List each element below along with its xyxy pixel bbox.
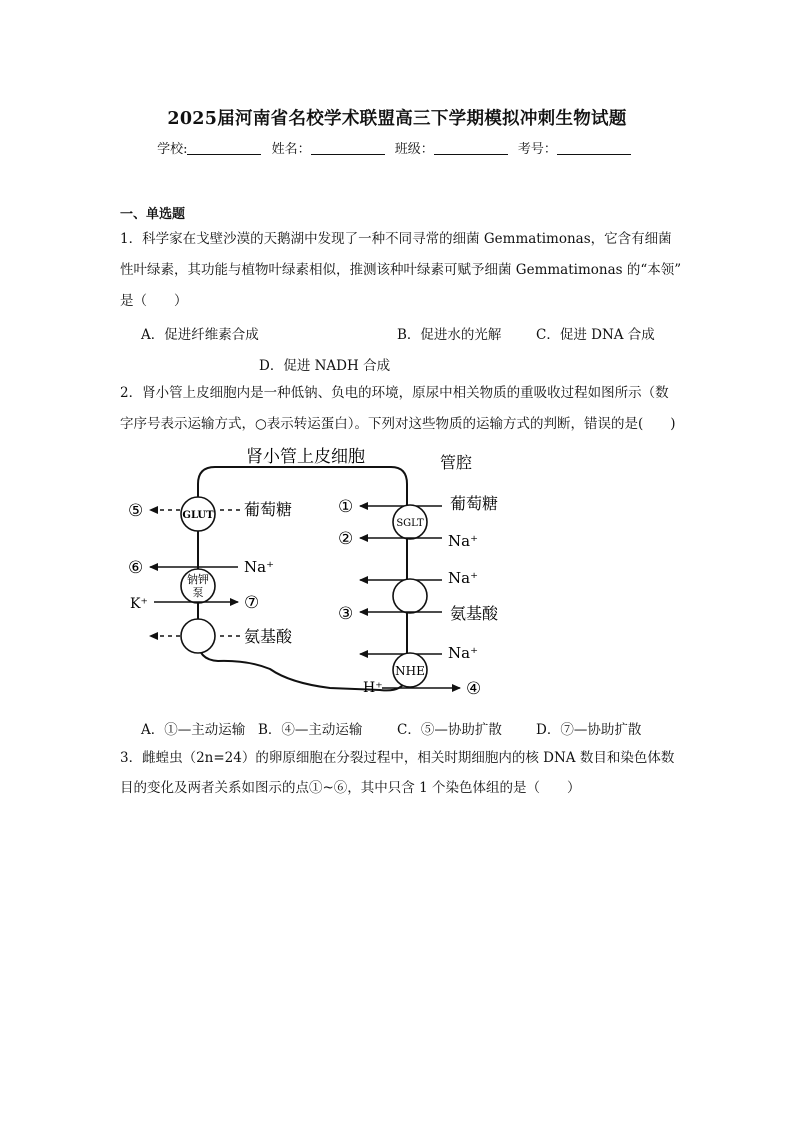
na-label-right-3: Na⁺	[448, 644, 478, 662]
glut-label: GLUT	[182, 510, 214, 521]
nhe-label: NHE	[395, 664, 425, 678]
q2-option-c[interactable]: C．⑤—协助扩散	[397, 722, 502, 738]
class-blank[interactable]	[434, 141, 508, 155]
na-label-right-1: Na⁺	[448, 532, 478, 550]
amino-acid-label-right: 氨基酸	[450, 604, 499, 623]
marker-3: ③	[338, 604, 354, 624]
pump-label-2: 泵	[192, 586, 204, 599]
pump-label-1: 钠钾	[187, 573, 209, 586]
glucose-label-right: 葡萄糖	[450, 494, 499, 513]
sglt-label: SGLT	[396, 518, 424, 529]
amino-acid-transporter-left	[181, 619, 215, 653]
amino-acid-transporter-right	[393, 579, 427, 613]
class-label: 班级：	[394, 142, 434, 157]
exam-no-label: 考号：	[517, 142, 557, 157]
q3-line-2: 目的变化及两者关系如图示的点①~⑥，其中只含 1 个染色体组的是（ ）	[120, 780, 581, 796]
q2-option-d[interactable]: D．⑦—协助扩散	[536, 722, 642, 738]
marker-1: ①	[338, 497, 354, 517]
q1-line-1: 1．科学家在戈壁沙漠的天鹅湖中发现了一种不同寻常的细菌 Gemmatimonas，它含有细菌	[120, 231, 672, 247]
page-title: 2025届河南省名校学术联盟高三下学期模拟冲刺生物试题	[167, 109, 627, 129]
transport-diagram	[120, 440, 520, 705]
q1-option-d[interactable]: D．促进 NADH 合成	[259, 358, 391, 374]
q3-line-1: 3．雌蝗虫（2n=24）的卵原细胞在分裂过程中，相关时期细胞内的核 DNA 数目和染色体数	[120, 750, 675, 766]
marker-4: ④	[466, 679, 482, 699]
cell-membrane	[198, 467, 407, 690]
name-blank[interactable]	[311, 141, 385, 155]
q1-option-c[interactable]: C．促进 DNA 合成	[536, 327, 655, 343]
marker-7: ⑦	[244, 593, 260, 613]
lumen-label: 管腔	[440, 453, 473, 472]
q1-option-b[interactable]: B．促进水的光解	[397, 327, 502, 343]
glucose-label-left: 葡萄糖	[244, 500, 293, 519]
q2-line-2: 字序号表示运输方式，○表示转运蛋白）。下列对这些物质的运输方式的判断，错误的是( )	[120, 416, 676, 432]
exam-no-blank[interactable]	[557, 141, 631, 155]
q1-line-2: 性叶绿素，其功能与植物叶绿素相似，推测该种叶绿素可赋予细菌 Gemmatimonas 的“本领”	[120, 262, 682, 278]
q2-option-a[interactable]: A．①—主动运输	[141, 722, 246, 738]
k-label: K⁺	[130, 596, 148, 612]
q1-line-3: 是（ ）	[120, 293, 188, 309]
na-label-left: Na⁺	[244, 558, 274, 576]
h-label: H⁺	[363, 680, 383, 696]
cell-label: 肾小管上皮细胞	[246, 447, 365, 467]
marker-6: ⑥	[128, 558, 144, 578]
q2-option-b[interactable]: B．④—主动运输	[258, 722, 363, 738]
na-label-right-2: Na⁺	[448, 569, 478, 587]
school-blank[interactable]	[187, 141, 261, 155]
school-label: 学校:	[157, 142, 188, 157]
q2-line-1: 2．肾小管上皮细胞内是一种低钠、负电的环境，原尿中相关物质的重吸收过程如图所示（数	[120, 385, 669, 401]
marker-2: ②	[338, 529, 354, 549]
amino-acid-label-left: 氨基酸	[244, 627, 293, 646]
name-label: 姓名：	[271, 142, 311, 157]
student-info-line	[0, 138, 794, 157]
marker-5: ⑤	[128, 501, 144, 521]
q1-option-a[interactable]: A．促进纤维素合成	[141, 327, 259, 343]
section-heading: 一、单选题	[120, 207, 186, 222]
